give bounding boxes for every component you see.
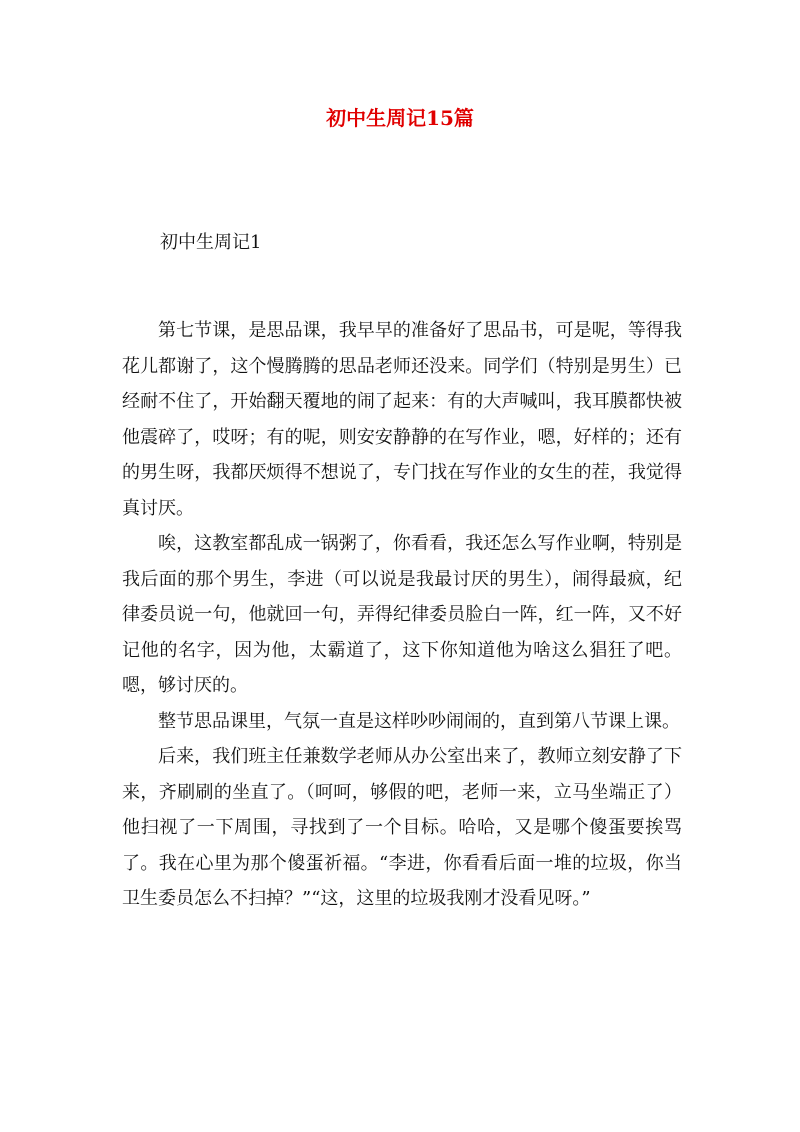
section-heading: 初中生周记1 xyxy=(160,232,262,253)
document-title: 初中生周记15篇 xyxy=(326,106,474,130)
paragraph-3: 整节思品课里，气氛一直是这样吵吵闹闹的，直到第八节课上课。 xyxy=(158,710,680,732)
paragraph-4: 后来，我们班主任兼数学老师从办公室出来了，教师立刻安静了下来，齐刷刷的坐直了。（呵呵，够假的吧，老师一来，立马坐端正了）他扫视了一下周围，寻找到了一个目标。哈哈，又是哪个傻蛋要挨骂了。我在心里为那个傻蛋祈福。“李进，你看看后面一堆的垃圾，你当卫生委员怎么不扫掉？”“这，这里的垃圾我刚才没看见呀。” xyxy=(122,746,682,909)
paragraph-2: 唉，这教室都乱成一锅粥了，你看看，我还怎么写作业啊，特别是我后面的那个男生，李进（可以说是我最讨厌的男生），闹得最疯，纪律委员说一句，他就回一句，弄得纪律委员脸白一阵，红一阵，又不好记他的名字，因为他，太霸道了，这下你知道他为啥这么猖狂了吧。嗯，够讨厌的。 xyxy=(122,533,682,696)
document-body xyxy=(122,313,682,917)
paragraph-1: 第七节课，是思品课，我早早的准备好了思品书，可是呢，等得我花儿都谢了，这个慢腾腾的思品老师还没来。同学们（特别是男生）已经耐不住了，开始翻天覆地的闹了起来：有的大声喊叫，我耳膜都快被他震碎了，哎呀；有的呢，则安安静静的在写作业，嗯，好样的；还有的男生呀，我都厌烦得不想说了，专门找在写作业的女生的茬，我觉得真讨厌。 xyxy=(122,320,682,519)
